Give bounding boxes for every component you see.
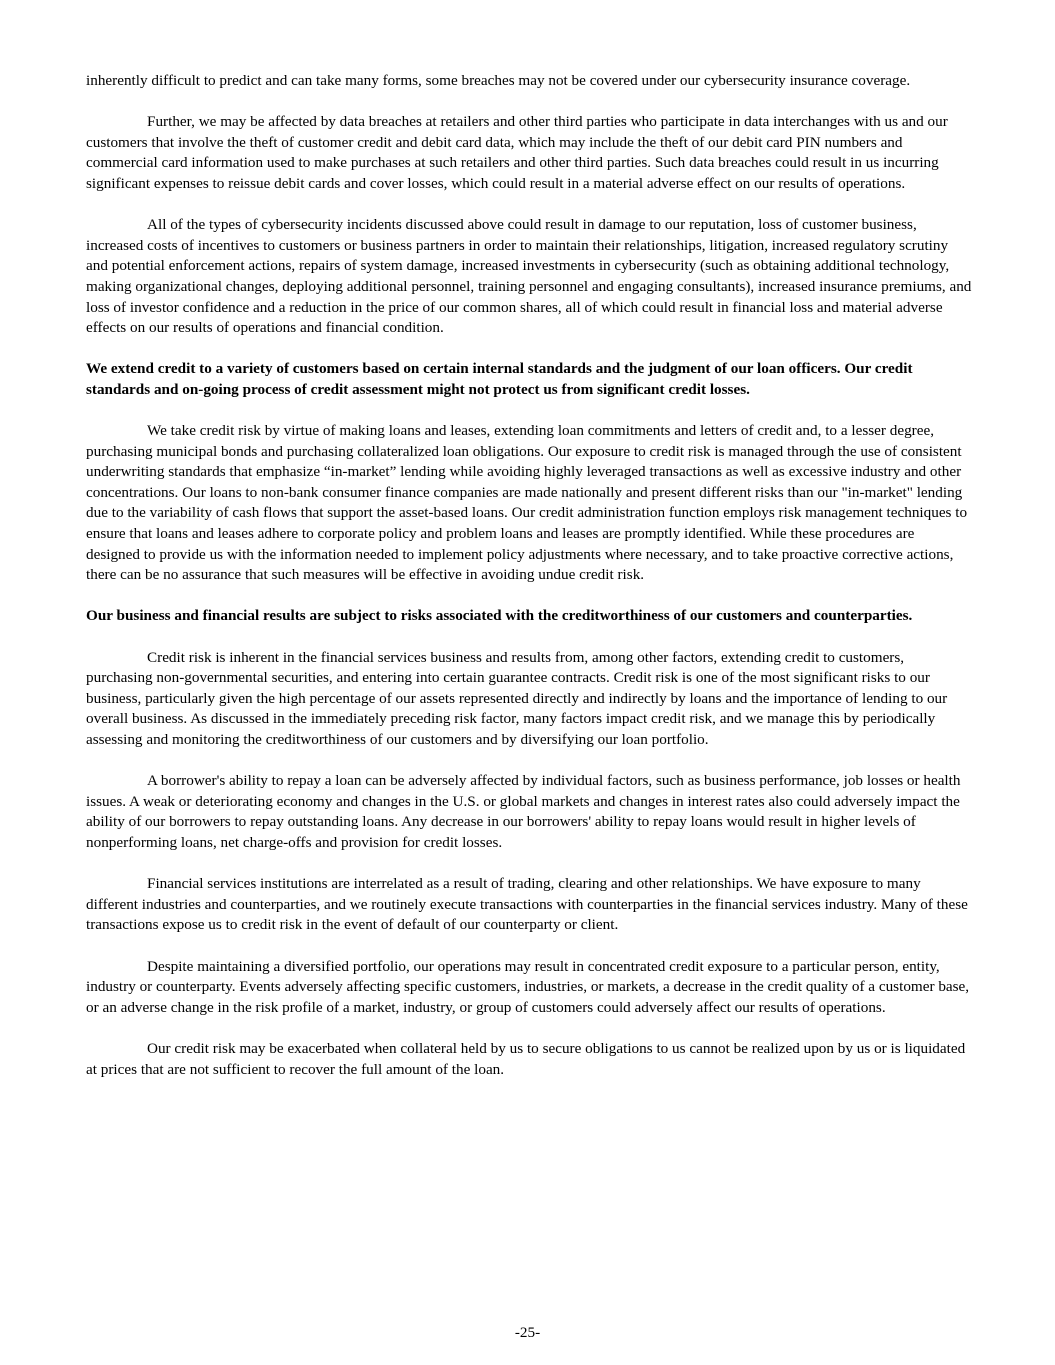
body-paragraph: We take credit risk by virtue of making loans and leases, extending loan commitments and letters of credit and, to a lesser degree, purchasing municipal bonds and purchasing collateralized loan obligations. Our exposure to credit risk is managed through the use of consistent underwriting standards that emphasize “in-market” lending while avoiding highly leveraged transactions as well as excessive industry and other concentrations. Our loans to non-bank consumer finance companies are made nationally and present different risks than our "in-market" lending due to the variability of cash flows that support the asset-based loans. Our credit administration function employs risk management techniques to ensure that loans and leases adhere to corporate policy and problem loans and leases are promptly identified. While these procedures are designed to provide us with the information needed to implement policy adjustments where necessary, and to take proactive corrective actions, there can be no assurance that such measures will be effective in avoiding undue credit risk.	[86, 422, 968, 584]
section-heading: Our business and financial results are subject to risks associated with the creditworthiness of our customers and counterparties.	[86, 607, 913, 625]
document-page	[86, 71, 972, 1101]
body-paragraph: Despite maintaining a diversified portfolio, our operations may result in concentrated credit exposure to a particular person, entity, industry or counterparty. Events adversely affecting specific customers, industries, or markets, a decrease in the credit quality of a customer base, or an adverse change in the risk profile of a market, industry, or group of customers could adversely affect our results of operations.	[86, 957, 970, 1016]
body-paragraph: Credit risk is inherent in the financial services business and results from, among other factors, extending credit to customers, purchasing non-governmental securities, and entering into certain guarantee contracts. Credit risk is one of the most significant risks to our business, particularly given the high percentage of our assets represented directly and indirectly by loans and the importance of lending to our overall business. As discussed in the immediately preceding risk factor, many factors impact credit risk, and we manage this by periodically assessing and monitoring the creditworthiness of our customers and by diversifying our loan portfolio.	[86, 648, 948, 748]
body-paragraph: Our credit risk may be exacerbated when collateral held by us to secure obligations to us cannot be realized upon by us or is liquidated at prices that are not sufficient to recover the full amount of the loan.	[86, 1039, 966, 1078]
body-paragraph: Financial services institutions are interrelated as a result of trading, clearing and other relationships. We have exposure to many different industries and counterparties, and we routinely execute transactions with counterparties in the financial services industry. Many of these transactions expose us to credit risk in the event of default of our counterparty or client.	[86, 875, 968, 934]
body-paragraph: inherently difficult to predict and can take many forms, some breaches may not be covered under our cybersecurity insurance coverage.	[86, 72, 911, 89]
body-paragraph: Further, we may be affected by data breaches at retailers and other third parties who participate in data interchanges with us and our customers that involve the theft of customer credit and debit card data, which may include the theft of our debit card PIN numbers and commercial card information used to make purchases at such retailers and other third parties. Such data breaches could result in us incurring significant expenses to reissue debit cards and cover losses, which could result in a material adverse effect on our results of operations.	[86, 113, 948, 192]
page-number: -25-	[514, 1324, 541, 1341]
body-paragraph: A borrower's ability to repay a loan can be adversely affected by individual factors, such as business performance, job losses or health issues. A weak or deteriorating economy and changes in the U.S. or global markets and changes in interest rates also could adversely impact the ability of our borrowers to repay outstanding loans. Any decrease in our borrowers' ability to repay loans would result in higher levels of nonperforming loans, net charge-offs and provision for credit losses.	[86, 772, 961, 851]
section-heading: We extend credit to a variety of customers based on certain internal standards and the judgment of our loan officers. Our credit standards and on-going process of credit assessment might not protect us from significant credit losses.	[86, 360, 913, 398]
body-paragraph: All of the types of cybersecurity incidents discussed above could result in damage to our reputation, loss of customer business, increased costs of incentives to customers or business partners in order to maintain their relationships, litigation, increased regulatory scrutiny and potential enforcement actions, repairs of system damage, increased investments in cybersecurity (such as obtaining additional technology, making organizational changes, deploying additional personnel, training personnel and engaging consultants), increased insurance premiums, and loss of investor confidence and a reduction in the price of our common shares, all of which could result in financial loss and material adverse effects on our results of operations and financial condition.	[86, 216, 972, 337]
